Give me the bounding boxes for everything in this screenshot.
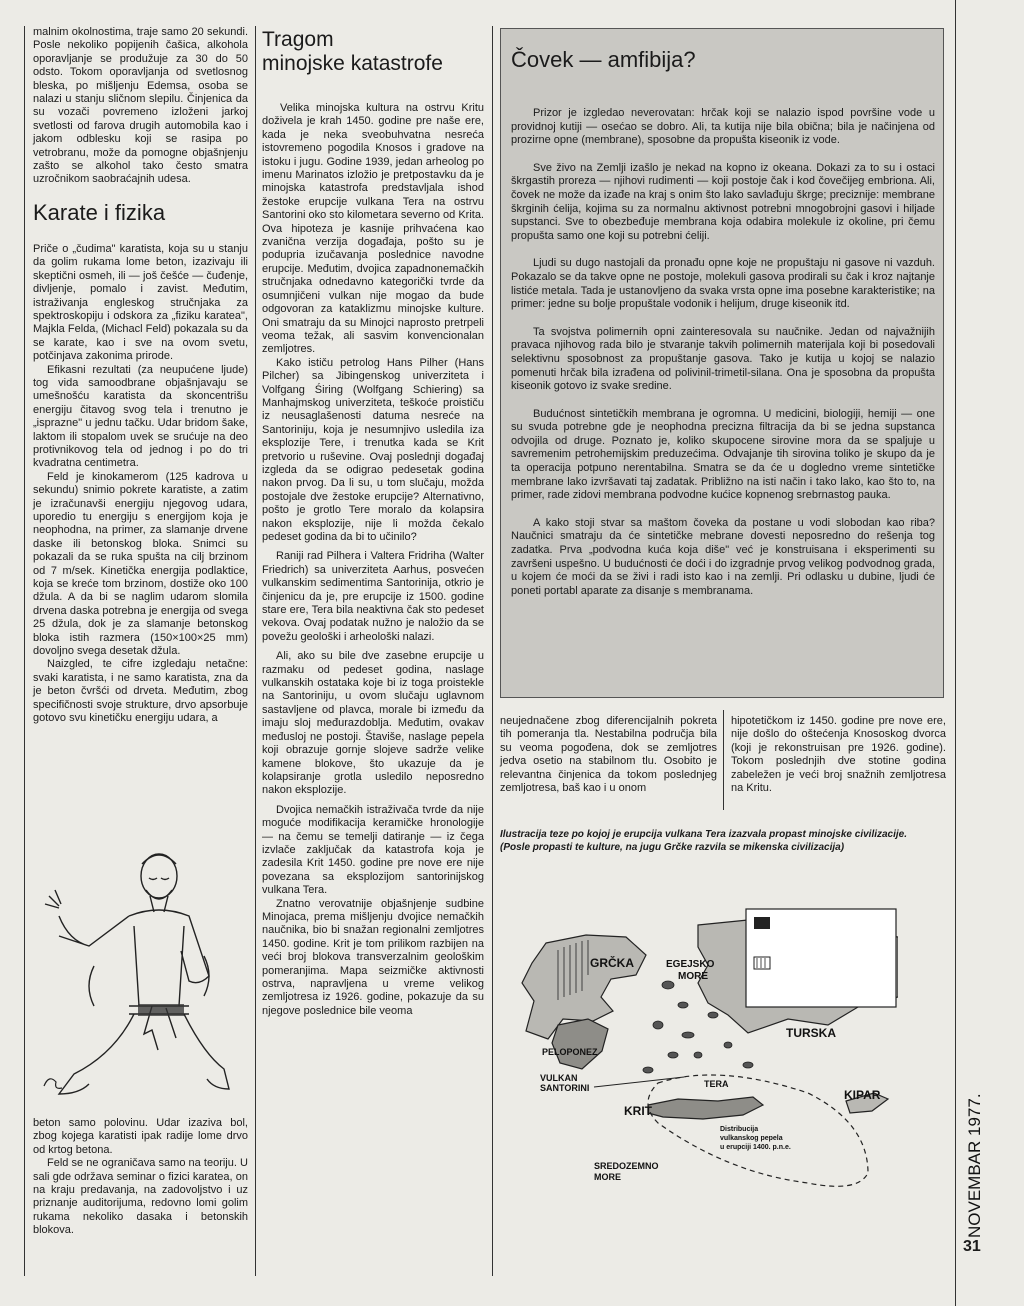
box-paragraph: Sve živo na Zemlji izašlo je nekad na kopno iz okeana. Dokazi za to su i ostaci škrgastih proreza — njihovi rudimenti — koji postoje čak i kod čovečijeg embriona. Ali, čovek ne može da izađe na kraj s onim što lako savlađuju škrge; preciznije: membrane škrginih ćelija, kojima su za normalnu aktivnost potrebni mnogobrojni gasovi i hiljade supstanci. Sve to obezbeđuje membrana koja odabira molekule iz okoline, pri čemu propušta samo one koji su potrebni ćeliji.: [511, 161, 935, 242]
column-rule-4: [723, 710, 724, 810]
intro-paragraph: malnim okolnostima, traje samo 20 sekundi. Posle nekoliko popijenih čašica, alkohola oporavljanje se produžuje za 30 do 50 odsto. Tokom oporavljanja od svetlosnog bleska, po mišljenju Edemsa, osoba se nalazi u stanju sličnom slepilu. Činjenica da su vozači povremeno izloženi jarkoj svetlosti od farova drugih automobila kao i jakom odblesku koji se rasipa po vetrobranu, može da pomogne objašnjenju zašto se alkohol tako često smatra uzročnikom saobraćajnih udesa.: [33, 26, 248, 186]
box-paragraph: Budućnost sintetičkih membrana je ogromna. U medicini, biologiji, hemiji — one su svuda potrebne gde je neophodna precizna filtracija da bi se jedna supstanca odvojila od druge. Poznato je, koliko skupocene sirovine mora da se spaljuje u savremenim petrohemijskim preduzećima. Odvajanje tih sirovina toliko je skupo da je ta operacija potpuno nerentabilna. Smatra se da će u dogledno vreme sintetičke membrane lako izvršavati taj zadatak. Približno na isti način i tako lako, kao što to, na primer, rade zidovi membrana podvodne kućice kopnenog srebrnastog pauka.: [511, 407, 935, 502]
column-rule-left: [24, 26, 25, 1276]
map-label-aegean: EGEJSKO: [666, 959, 715, 970]
title-line: Tragom: [262, 28, 334, 51]
distribution-label: vulkanskog pepela: [720, 1135, 783, 1142]
peloponnese: [552, 1019, 608, 1069]
box-paragraph: Ljudi su dugo nastojali da pronađu opne koje ne propuštaju ni gasove ni vazduh. Pokazalo se da takve opne ne postoje, molekuli gasova prodirali su čak i kroz najtanje listiće metala. Tada je ustanovljeno da svaka vrsta opne ima posebne karakteristike; na primer: jedne su bolje propuštale vodonik i helijum, druge kiseonik itd.: [511, 257, 935, 311]
page-number: 31: [963, 1238, 981, 1255]
minoan-paragraph: Kako ističu petrolog Hans Pilher (Hans Pilcher) sa Jibingenskog univerziteta i Volfgang Śiring (Wolfgang Schiering) sa Manhajmskog univerziteta, teškoće proističu iz neusaglašenosti datuma nesreće na Santoriniju, koja je nesumnjivo usledila iza eksplozije Tere, i trenutka kada se Krit pretvorio u ruševine. Ovaj poslednji događaj izgleda da se odigrao pedesetak godina nakon prvog. Da li su, u tom slučaju, možda postojale dve žestoke erupcije? Alternativno, pošto je grotlo Tere moralo da kolapsira nakon eksplozije, nije li možda čekalo pedeset godina da bi to učinilo?: [262, 356, 484, 543]
map-label-mediterranean: SREDOZEMNO: [594, 1161, 659, 1171]
issue-date-vertical: [958, 1050, 988, 1240]
title-line: minojske katastrofe: [262, 52, 443, 75]
minoan-paragraph: Dvojica nemačkih istraživača tvrde da nije moguće modifikacija keramičke hronologije — na čemu se temelji datiranje — iz čega izvlače zaključak da katastrofa koja je zadesila Krit 1450. godine pre nove ere nije povezana sa eksplozijom santorinijskog vulkana Tera.: [262, 803, 484, 897]
karate-paragraph: Naizgled, te cifre izgledaju netačne: svaki karatista, i ne samo karatista, zna da je beton čvršći od drveta. Međutim, zbog specifičnosti svoje strukture, drvo apsorbuje gotovo svu kinetičku energiju udara, a: [33, 658, 248, 725]
aegean-map: [498, 905, 898, 1215]
column-1: [33, 26, 248, 726]
map-label-crete: KRIT: [624, 1104, 652, 1118]
karate-paragraph: beton samo polovinu. Udar izaziva bol, zbog kojega karatisti ipak radije lome drvo od krtog betona.: [33, 1117, 248, 1156]
karate-paragraph: Feld se ne ograničava samo na teoriju. U sali gde održava seminar o fizici karatea, on na kraju predavanja, na zadovoljstvo i uz priznanje auditorijuma, redovno lomi golim rukama nekoliko dasaka i betonskih blokova.: [33, 1157, 248, 1237]
column-rule-2: [255, 26, 256, 1276]
map-label-volcano: VULKAN: [540, 1073, 578, 1083]
column-4: hipotetičkom iz 1450. godine pre nove ere, nije došlo do oštećenja Knososkog dvorca (koji je rekonstruisan pre 1926. godine). Tokom poslednjih dve stotine godina zabeležen je veći broj snažnih zemljotresa na Kritu.: [731, 715, 946, 795]
article-title: [262, 28, 443, 76]
legend-swatch-mycenaean: [754, 957, 770, 969]
map-label-sea: MORE: [678, 971, 708, 982]
column-rule-right: [955, 0, 956, 1306]
column-3: neujednačene zbog diferencijalnih pokreta tih pomeranja tla. Nestabilna područja bila su veoma pogođena, dok se zemljotres jedva osetio na stabilnom tlu. Osobito je relevantna činjenica da tokom poslednjeg zemljotresa, baš kao i u onom: [500, 715, 717, 795]
karate-illustration: [34, 846, 246, 1114]
karate-paragraph: Priče o „čudima" karatista, koja su u stanju da golim rukama lome beton, izazivaju ili skeptični osmeh, ili — još češće — čuđenje, divljenje, pomalo i zavist. Međutim, istraživanja engleskog stručnjaka za spektroskopiju i odskora za „fiziku karatea", Majkla Felda, (Michacl Feld) pokazala su da se karate, kao i sve na ovom svetu, potčinjava zakonima prirode.: [33, 242, 248, 363]
box-paragraph: A kako stoji stvar sa maštom čoveka da postane u vodi slobodan kao riba? Naučnici smatraju da će sintetičke mebrane dovesti neposredno do rešenja tog zadatka. Prva „podvodna kuća koja diše" već je konstruisana i eksperimenti su završeni uspešno. U budućnosti će doći i do izgradnje prvog velikog podvodnog grada, u kojem će moći da se živi i radi isto kao i na zemlji. Pri odlasku u dubine, ljudi će poneti portabl aparate za disanje s membranama.: [511, 516, 935, 597]
karate-heading: Karate i fizika: [33, 199, 166, 225]
distribution-label: Distribucija: [720, 1126, 759, 1133]
box-title: Čovek — amfibija?: [511, 47, 696, 72]
column-2: [262, 102, 484, 1018]
map-label-cyprus: KIPAR: [844, 1088, 881, 1102]
map-label-mediterranean: MORE: [594, 1172, 621, 1182]
issue-date: NOVEMBAR 1977.: [965, 1093, 984, 1238]
minoan-paragraph: Raniji rad Pilhera i Valtera Fridriha (Walter Friedrich) sa univerziteta Aarhus, posvećen vulkanskim sedimentima Santorinija, otkrio je činjenicu da je, pre erupcije iz 1500. godine stare ere, Tera bila neaktivna čak sto pedeset vekova. Ovaj podatak nužno je naložio da se povežu geološki i arheološki nalazi.: [262, 550, 484, 643]
volcano-pointer: [594, 1077, 684, 1087]
column-rule-3: [492, 26, 493, 1276]
minoan-paragraph: Velika minojska kultura na ostrvu Kritu doživela je krah 1450. godine pre naše ere, kada je neka sveobuhvatna nesreća istovremeno pogodila Knosos i gradove na istoku i jugu. Godine 1939, jedan arheolog po imenu Marinatos izložio je pretpostavku da je minojska katastrofa predstavljala ishod žestoke erupcije vulkana Tera na ostrvu Santorini oko sto kilometara severno od Krita. Ova hipoteza je kasnije prihvaćena kao zvanična verzija događaja, pošto su je podupria izučavanja poslednice navodne erupcije. Međutim, dvojica zapadnonemačkih stručnjaka odnedavno kategorički tvrde da osumnjičeni vulkan nije mogao da bude odgovoran za kataklizmu minojske kulture. Oni smatraju da su Minojci naprosto pretrpeli veoma težak, ali sasvim konvencionalan zemljotres.: [262, 102, 484, 356]
crete: [648, 1097, 763, 1119]
box-paragraph: Prizor je izgledao neverovatan: hrčak koji se nalazio ispod površine vode u providnoj kutiji — osećao se dobro. Ali, ta kutija nije bila obična; bila je načinjena od prozirne opne (membrane), sposobne da propušta kiseonik iz vode.: [511, 107, 935, 147]
box-text: [511, 107, 935, 612]
map-caption: Ilustracija teze po kojoj je erupcija vulkana Tera izazvala propast minojske civilizacije. (Posle propasti te kulture, na jugu Grčke razvila se mikenska civilizacija): [500, 829, 908, 853]
distribution-label: u erupciji 1400. p.n.e.: [720, 1144, 791, 1151]
map-label-turkey: TURSKA: [786, 1026, 836, 1040]
karate-paragraph: Feld je kinokamerom (125 kadrova u sekundu) snimio pokrete karatiste, a zatim je izračunavši energiju njegovog udara, uporedio tu energiju s energijom koja je neophodna, na primer, za slamanje drvene daske ili betonskog bloka. Snimci su pokazali da se ruka spušta na cilj brzinom od 7 m/sek. Kinetička energija podlaktice, koja se kreće tom brzinom, dostiže oko 100 džula. A da bi se naglim udarom slomila drvena daska potrebna je energija od svega 25 džula, dok je za slamanje betonskog bloka istih razmera (150×100×25 mm) dovoljno svega desetak džula.: [33, 470, 248, 658]
map-label-greece: GRČKA: [590, 956, 634, 970]
minoan-paragraph: Znatno verovatnije objašnjenje sudbine Minojaca, prema mišljenju dvojice nemačkih naučnika, bio bi snažan regionalni zemljotres 1450. godine. Krit je tom prilikom razbijen na veći broj blokova transverzalnim geološkim pomeranjima. Mapa seizmičke aktivnosti ostrva, napravljena u vreme velikog zemljotresa iz 1926. godine, pokazuje da su njegove poslednice bile veoma: [262, 897, 484, 1017]
map-label-volcano: SANTORINI: [540, 1083, 590, 1093]
map-label-thera: TERA: [704, 1079, 729, 1089]
karate-paragraph: Efikasni rezultati (za neupućene ljude) tog vida samoodbrane objašnjavaju se umešnošću karatista da skoncentrišu energiju čitavog svog tela i trenutno je „isprazne" u jednu tačku. Udar bridom šake, laktom ili stopalom uvek se srućuje na deo protivnikovog tela od jednog i po do tri kvadratna centimetra.: [33, 363, 248, 470]
legend-swatch-minoan: [754, 917, 770, 929]
amfibija-box: [500, 28, 944, 698]
box-paragraph: Ta svojstva polimernih opni zainteresovala su naučnike. Jedan od najvažnijih pravaca njihovog rada bilo je stvaranje takvih polimernih materijala koji bi posedovali selektivnu sposobnost za propuštanje gasova. Tako je kutija u kojoj se nalazio pomenuti hrčak bila izrađena od polivinil-trimetil-silana. Ona je sposobna da propušta kiseonik gotovo iz svake sredine.: [511, 325, 935, 393]
column-1-continued: [33, 1117, 248, 1238]
minoan-paragraph: Ali, ako su bile dve zasebne erupcije u razmaku od pedeset godina, naslage vulkanskih ostataka koje bi iz toga proistekle na Santoriniju, u ovom slučaju uglavnom sastavljene od plavca, morale bi između da imaju sloj međurazdoblja. Međutim, ovakav međusloj ne postoji. Štaviše, naslage pepela koji obrazuje gornje slojeve sadrže velike kamene blokove, što ukazuje da je kolapsiranje grotla usledilo neposredno nakon eksplozije.: [262, 650, 484, 797]
map-label-peloponnese: PELOPONEZ: [542, 1047, 598, 1057]
